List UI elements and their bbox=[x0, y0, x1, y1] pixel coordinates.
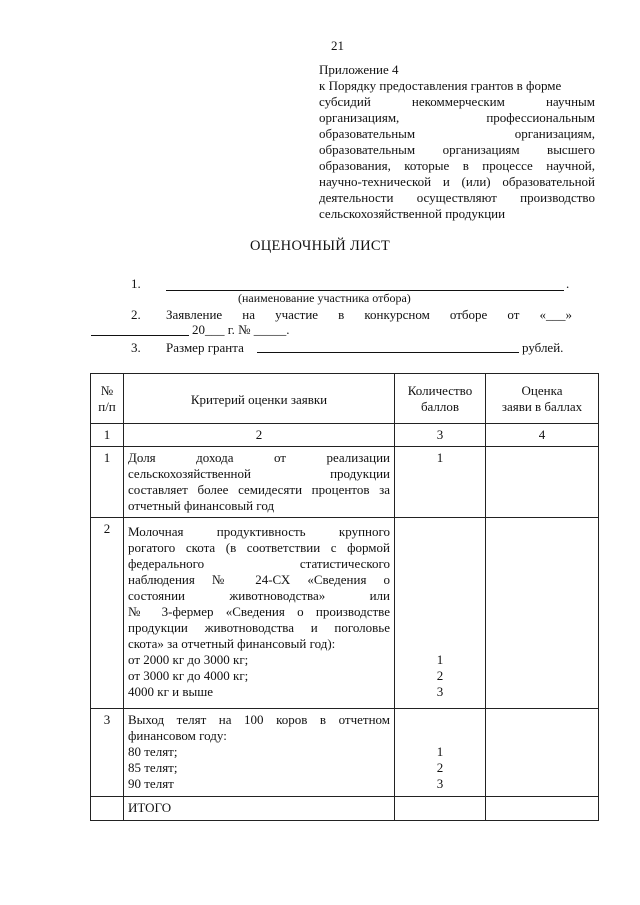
total-points-cell bbox=[395, 797, 486, 821]
appendix-line: субсидий некоммерческим научным bbox=[319, 94, 595, 109]
column-number: 3 bbox=[395, 424, 486, 447]
points-cell: 1 bbox=[395, 447, 486, 518]
table-header-row bbox=[91, 374, 599, 424]
score-cell bbox=[486, 518, 599, 709]
header-number: № п/п bbox=[91, 374, 124, 424]
form-item2-text: Заявление на участие в конкурсном отборе от «___» bbox=[166, 307, 572, 322]
table-row bbox=[91, 518, 599, 709]
page-number: 21 bbox=[331, 38, 344, 53]
appendix-line: научно-технической и (или) образовательной bbox=[319, 174, 595, 189]
row-number: 3 bbox=[91, 709, 124, 797]
evaluation-table bbox=[90, 373, 599, 821]
score-cell bbox=[486, 709, 599, 797]
table-row bbox=[91, 447, 599, 518]
score-cell bbox=[486, 447, 599, 518]
appendix-line: образования, которые в процессе научной, bbox=[319, 158, 595, 173]
column-number: 2 bbox=[124, 424, 395, 447]
row-number: 2 bbox=[91, 518, 124, 709]
appendix-line: к Порядку предоставления грантов в форме bbox=[319, 78, 562, 93]
form-item1-number: 1. bbox=[131, 276, 141, 291]
form-item2-number: 2. bbox=[131, 307, 141, 322]
form-item3-number: 3. bbox=[131, 340, 141, 355]
column-number: 1 bbox=[91, 424, 124, 447]
grant-size-suffix: рублей. bbox=[522, 340, 564, 355]
total-number-cell bbox=[91, 797, 124, 821]
document-title: ОЦЕНОЧНЫЙ ЛИСТ bbox=[249, 238, 391, 254]
points-cell: 1 2 3 bbox=[395, 709, 486, 797]
form-item2-date: 20___ г. № _____. bbox=[192, 322, 290, 337]
participant-name-caption: (наименование участника отбора) bbox=[238, 291, 411, 305]
grant-size-line bbox=[257, 352, 519, 353]
grant-size-label: Размер гранта bbox=[166, 340, 244, 355]
header-criterion: Критерий оценки заявки bbox=[124, 374, 395, 424]
criterion-cell: Молочная продуктивность крупного рогатого скота (в соответствии с формой федерального статистического наблюдения № 24-СХ «Сведения о состоянии животноводства» или № 3-фермер «Сведения о производстве продукции животноводства и поголовье скота» за отчетный финансовый год): от 2000 кг до 3000 кг; от 3000 кг до 4000 кг; 4000 кг и выше bbox=[124, 518, 395, 709]
criterion-cell: Доля дохода от реализации сельскохозяйственной продукции составляет более семидесяти процентов за отчетный финансовый год bbox=[124, 447, 395, 518]
row-number: 1 bbox=[91, 447, 124, 518]
total-label: ИТОГО bbox=[124, 797, 395, 821]
table-total-row bbox=[91, 797, 599, 821]
appendix-line: организациям, профессиональным bbox=[319, 110, 595, 125]
appendix-line: образовательным организациям, bbox=[319, 126, 595, 141]
appendix-title: Приложение 4 bbox=[319, 62, 399, 77]
application-date-line bbox=[91, 335, 189, 336]
header-points: Количество баллов bbox=[395, 374, 486, 424]
criterion-cell: Выход телят на 100 коров в отчетном финансовом году: 80 телят; 85 телят; 90 телят bbox=[124, 709, 395, 797]
table-row bbox=[91, 709, 599, 797]
total-score-cell bbox=[486, 797, 599, 821]
appendix-line: сельскохозяйственной продукции bbox=[319, 206, 506, 221]
column-number: 4 bbox=[486, 424, 599, 447]
points-cell: 1 2 3 bbox=[395, 518, 486, 709]
appendix-line: образовательным организациям высшего bbox=[319, 142, 595, 157]
header-score: Оценка заяви в баллах bbox=[486, 374, 599, 424]
appendix-line: деятельности осуществляют производство bbox=[319, 190, 595, 205]
appendix-body bbox=[319, 78, 595, 222]
form-item1-dot: . bbox=[566, 276, 570, 291]
table-column-numbers-row bbox=[91, 424, 599, 447]
